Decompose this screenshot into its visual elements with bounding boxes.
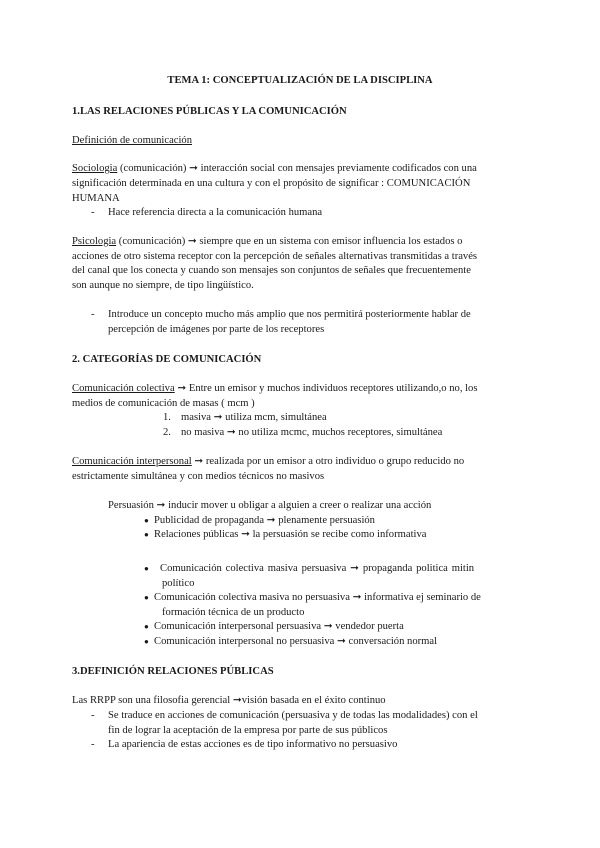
rrpp-intro: Las RRPP son una filosofia gerencial ➞visión basada en el éxito continuo [72,695,386,706]
bullet-marker: ● [144,593,149,602]
persuasion-bullet-b3: Comunicación interpersonal persuasiva ➞ vendedor puerta [154,621,404,632]
bullet-marker: ● [144,530,149,539]
psicologia-line-1 [72,235,462,249]
rrpp-bullet-1-line-2: fin de lograr la aceptación de la empresa por parte de sus públicos [108,725,388,736]
dash-marker: - [91,710,95,721]
bullet-marker: ● [144,622,149,631]
colectiva-line-1 [72,382,477,396]
section-2-heading: 2. CATEGORÍAS DE COMUNICACIÓN [72,354,262,365]
psicologia-line-3: del canal que los conecta y cuando son mensajes son conjuntos de señales que frecuentemente [72,265,471,276]
sociologia-line-1 [72,162,477,176]
colectiva-line-2: medios de comunicación de masas ( mcm ) [72,398,255,409]
numbered-item-2-number: 2. [163,427,171,438]
interpersonal-line-2: estrictamente simultánea y con medios técnicos no masivos [72,471,325,482]
sociologia-bullet: Hace referencia directa a la comunicación humana [108,207,323,218]
bullet-marker: ● [144,637,149,646]
dash-marker: - [91,207,95,218]
persuasion-bullet-a-1: Publicidad de propaganda ➞ plenamente persuasión [154,515,375,526]
colectiva-term: Comunicación colectiva [72,383,175,394]
section-3-heading: 3.DEFINICIÓN RELACIONES PÚBLICAS [72,666,274,677]
colectiva-text-1: ➞ Entre un emisor y muchos individuos receptores utilizando,o no, los [174,383,478,394]
interpersonal-text-1: ➞ realizada por un emisor a otro individuo o grupo reducido no [191,456,465,467]
persuasion-bullet-b1-line-2: político [162,578,195,589]
dash-marker: - [91,739,95,750]
persuasion-intro: Persuasión ➞ inducir mover u obligar a alguien a creer o realizar una acción [108,500,432,511]
numbered-item-2-text: no masiva ➞ no utiliza mcmc, muchos receptores, simultánea [181,427,443,438]
persuasion-bullet-b4: Comunicación interpersonal no persuasiva ➞ conversación normal [154,636,438,647]
psicologia-line-4: son aunque no siempre, de tipo lingüístico. [72,280,254,291]
interpersonal-term: Comunicación interpersonal [72,456,192,467]
numbered-item-1-number: 1. [163,412,171,423]
interpersonal-line-1 [72,455,464,469]
bullet-marker: ● [144,564,149,573]
sociologia-line-3: HUMANA [72,193,120,204]
psicologia-bullet-line-1: Introduce un concepto mucho más amplio que nos permitirá posteriormente hablar de [108,309,471,320]
numbered-item-1-text: masiva ➞ utiliza mcm, simultánea [181,412,327,423]
persuasion-bullet-a-2: Relaciones públicas ➞ la persuasión se recibe como informativa [154,529,427,540]
sociologia-term: Sociologia [72,163,118,174]
rrpp-bullet-1-line-1: Se traduce en acciones de comunicación (persuasiva y de todas las modalidades) con el [108,710,478,721]
psicologia-line-2: acciones de otro sistema receptor con la percepción de señales alternativas transmitidas a través [72,251,478,262]
persuasion-bullet-b2-line-2: formación técnica de un producto [162,607,305,618]
bullet-marker: ● [144,516,149,525]
psicologia-text-1: (comunicación) ➞ siempre que en un sistema con emisor influencia los estados o [116,236,463,247]
rrpp-bullet-2: La apariencia de estas acciones es de tipo informativo no persuasivo [108,739,398,750]
persuasion-bullet-b2-line-1: Comunicación colectiva masiva no persuasiva ➞ informativa ej seminario de [154,592,481,603]
document-title: TEMA 1: CONCEPTUALIZACIÓN DE LA DISCIPLINA [167,75,433,86]
sociologia-text-1: (comunicación) ➞ interacción social con mensajes previamente codificados con una [117,163,477,174]
persuasion-bullet-b1-line-1: Comunicación colectiva masiva persuasiva ➞ propaganda politica mitin [160,563,475,574]
section-1-heading: 1.LAS RELACIONES PÚBLICAS Y LA COMUNICACIÓN [72,106,347,117]
psicologia-term: Psicologia [72,236,117,247]
sociologia-line-2: significación determinada en una cultura y con el propósito de significar : COMUNICACIÓN [72,178,471,189]
dash-marker: - [91,309,95,320]
psicologia-bullet-line-2: percepción de imágenes por parte de los receptores [108,324,325,335]
definition-subheading: Definición de comunicación [72,135,193,146]
